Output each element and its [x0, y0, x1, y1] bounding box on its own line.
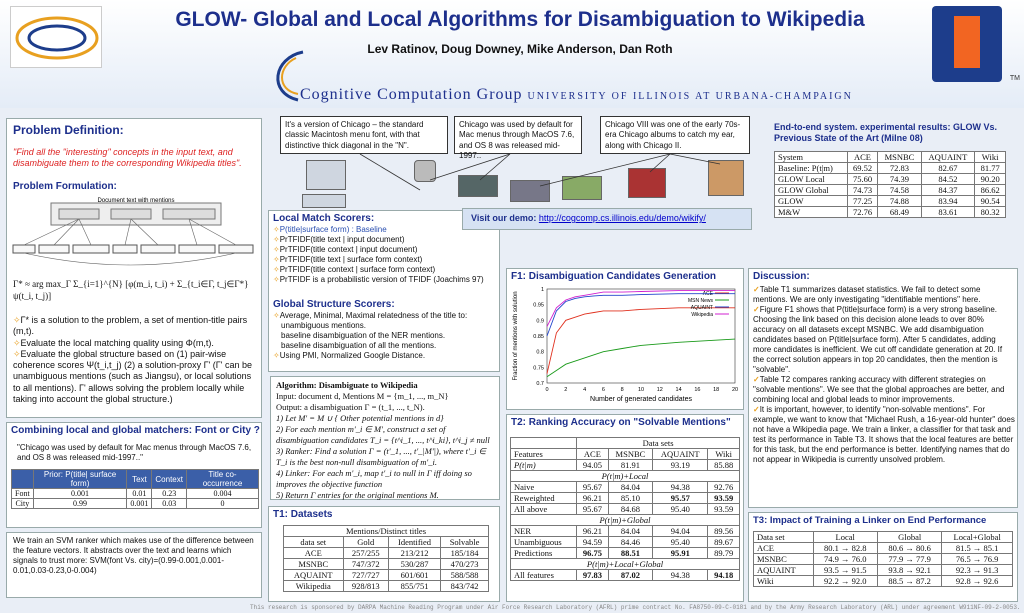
callout-mac: Chicago was used by default for Mac menus through MacOS 7.6, and OS 8 was released mid-1997..	[454, 116, 582, 154]
table-cell: 747/372	[343, 559, 388, 570]
x-tick-label: 20	[731, 387, 739, 393]
table-cell: 94.18	[708, 570, 740, 581]
table-cell: 69.52	[847, 162, 878, 173]
table-row	[511, 570, 740, 581]
table-cell: 0.001	[127, 499, 152, 509]
table-cell: Wikipedia	[284, 581, 344, 592]
table-cell: AQUAINT	[284, 570, 344, 581]
table-cell: 89.79	[708, 548, 740, 559]
table-header: ACE	[847, 151, 878, 162]
algorithm-line: Input: document d, Mentions M = {m_1, ..., m_N}	[276, 391, 449, 402]
formulation-heading: Problem Formulation:	[13, 181, 117, 192]
table-cell: 84.04	[608, 482, 652, 493]
table-cell: 94.05	[577, 460, 609, 471]
t1-panel	[268, 506, 500, 602]
table-header: Text	[127, 470, 152, 489]
table-header: Prior: P(title| surface form)	[33, 470, 127, 489]
callout-font: It's a version of Chicago – the standard classic Macintosh menu font, with that distinctive thick diagonal in the "N".	[280, 116, 448, 154]
table-row	[511, 548, 740, 559]
f1-heading: F1: Disambiguation Candidates Generation	[511, 271, 717, 282]
table-cell: 68.49	[878, 206, 921, 217]
algorithm-line: 1) Let M' = M ∪ { Other potential mentions in d}	[276, 413, 444, 424]
table-row	[754, 576, 1013, 587]
table-cell: 86.62	[975, 184, 1006, 195]
x-tick-label: 6	[601, 387, 605, 393]
table-cell: 80.1 → 82.8	[813, 543, 877, 554]
list-item: ✓ It is important, however, to identify "non-solvable mentions". For example, we want to know that "Michael Rush, a 16-year-old hunter" does not have a Wikipedia page. We train a linker, a classifier for that task and test its performance in Table T3. It shows that the local features are better for this task, but the end performance is better. Identifying names that do not appear in Wikipedia is currently unsolved problem.	[753, 405, 1015, 465]
t1-heading: T1: Datasets	[273, 509, 333, 520]
table-cell: 95.67	[577, 504, 609, 515]
x-tick-label: 16	[694, 387, 701, 393]
results-section	[774, 122, 1014, 218]
algorithm-line: 5) Return Γ entries for the original mentions M.	[276, 490, 439, 501]
problem-heading: Problem Definition:	[13, 123, 124, 137]
legend-entry: Wikipedia	[691, 312, 713, 318]
table-cell: 588/588	[441, 570, 489, 581]
t1-body	[284, 548, 489, 592]
visit-label: Visit our demo:	[471, 213, 537, 223]
table-cell: MSNBC	[754, 554, 814, 565]
list-item: unambiguous mentions.	[281, 321, 366, 330]
table-row	[775, 184, 1006, 195]
table-cell: Wiki	[754, 576, 814, 587]
table-caption: Data sets	[577, 438, 740, 449]
table-cell: 470/273	[441, 559, 489, 570]
table-cell: MSNBC	[284, 559, 344, 570]
t3-heading: T3: Impact of Training a Linker on End Performance	[753, 515, 987, 526]
x-tick-label: 2	[564, 387, 568, 393]
table-cell: 93.19	[653, 460, 708, 471]
list-item: ✧ PrTFIDF(title text | input document)	[273, 235, 499, 245]
x-tick-label: 8	[620, 387, 624, 393]
table-header: System	[775, 151, 848, 162]
table-header: MSNBC	[878, 151, 921, 162]
demo-link[interactable]: http://cogcomp.cs.illinois.edu/demo/wikify/	[538, 213, 706, 223]
x-tick-label: 4	[583, 387, 587, 393]
table-cell: 85.10	[608, 493, 652, 504]
x-tick-label: 18	[713, 387, 720, 393]
table-cell: AQUAINT	[754, 565, 814, 576]
table-row	[754, 543, 1013, 554]
table-header: Global	[877, 532, 941, 543]
table-cell: 80.6 → 80.6	[877, 543, 941, 554]
table-cell: 84.46	[608, 537, 652, 548]
table-cell: 84.68	[608, 504, 652, 515]
ccg-logo	[10, 6, 102, 68]
list-item: ✧ Average, Minimal, Maximal relatedness of the title to:	[273, 311, 499, 321]
x-tick-label: 14	[675, 387, 682, 393]
table-cell: 89.67	[708, 537, 740, 548]
table-header: Solvable	[441, 537, 489, 548]
table-cell: GLOW Local	[775, 173, 848, 184]
table-cell: 83.94	[921, 195, 975, 206]
table-cell: NER	[511, 526, 577, 537]
link-arrows	[340, 150, 740, 210]
table-cell: Naive	[511, 482, 577, 493]
y-axis-label: Fraction of mentions with solution	[513, 291, 519, 381]
list-item: ✧ Using PMI, Normalized Google Distance.	[273, 351, 499, 361]
list-item: ✧ PrTFIDF(title text | surface form context)	[273, 255, 499, 265]
list-item: ✧ P(title|surface form) : Baseline	[273, 225, 499, 235]
table-cell: 74.39	[878, 173, 921, 184]
problem-panel	[6, 118, 262, 418]
table-cell: 90.54	[975, 195, 1006, 206]
results-table	[774, 151, 1006, 218]
funding-footer: This research is sponsored by DARPA Machine Reading Program under Air Force Research Laboratory (AFRL) prime contract No. FA8750-09-C-0181 and by the Army Research Laboratory (ARL) under agreement W911NF-09-2-0053.	[250, 604, 1021, 611]
table-header	[12, 470, 34, 489]
legend-entry: MSN News	[687, 298, 713, 304]
discussion-panel	[748, 268, 1018, 508]
list-item: ✓ Table T2 compares ranking accuracy with different strategies on "solvable mentions". We see that the global approaches are better, and combining local and global leads to minor improvements.	[753, 375, 1015, 405]
y-tick-label: 1	[540, 287, 544, 293]
table-cell: 0.01	[127, 489, 152, 499]
table-cell: Predictions	[511, 548, 577, 559]
table-cell: 81.91	[608, 460, 652, 471]
algorithm-line: Output: a disambiguation Γ = (t_1, ..., t_N).	[276, 402, 425, 413]
table-cell: 0	[186, 499, 258, 509]
table-cell: 0.03	[152, 499, 187, 509]
table-cell: 90.20	[975, 173, 1006, 184]
list-item: ✓ Figure F1 shows that P(title|surface form) is a very strong baseline. Choosing the link based on this decision alone leads to over 80% accuracy on all datasets except MSNBC. We add disambiguation candidates based on P(title|surface form). After 5 candidates, adding more candidates is inefficient. We cut off candidate generation at 20. If the correct solution appears in top 20 candidates, then the mention is "solvable".	[753, 305, 1015, 375]
callout-album: Chicago VIII was one of the early 70s-era Chicago albums to catch my ear, along with Chicago II.	[600, 116, 750, 154]
table-row	[775, 173, 1006, 184]
bullet-item: ✧ Evaluate the local matching quality using Φ(m,t).	[13, 338, 259, 349]
table-row	[511, 460, 740, 471]
table-cell: 843/742	[441, 581, 489, 592]
group-name	[300, 86, 853, 104]
table-header: AQUAINT	[653, 449, 708, 460]
table-cell: 94.04	[653, 526, 708, 537]
table-cell: 257/255	[343, 548, 388, 559]
table-cell: 93.59	[708, 493, 740, 504]
algorithm-box	[270, 376, 500, 500]
y-tick-label: 0.85	[533, 334, 544, 340]
table-cell: 95.40	[653, 504, 708, 515]
table-cell: GLOW Global	[775, 184, 848, 195]
table-cell: City	[12, 499, 34, 509]
y-tick-label: 0.8	[536, 349, 544, 356]
table-cell: 93.5 → 91.5	[813, 565, 877, 576]
table-header: Gold	[343, 537, 388, 548]
table-cell: 74.58	[878, 184, 921, 195]
table-cell: 601/601	[388, 570, 440, 581]
table-cell: 88.51	[608, 548, 652, 559]
table-group-label: P(t|m)+Local+Global	[511, 559, 740, 570]
t2-heading: T2: Ranking Accuracy on "Solvable Mentions"	[511, 417, 731, 428]
table-cell: 92.2 → 92.0	[813, 576, 877, 587]
table-cell: P(t|m)	[511, 460, 577, 471]
table-header: Wiki	[708, 449, 740, 460]
table-row	[754, 565, 1013, 576]
table-cell: 0.99	[33, 499, 127, 509]
university-label: UNIVERSITY OF ILLINOIS AT URBANA-CHAMPAIGN	[527, 91, 853, 102]
list-item: ✧ PrTFIDF(title context | input document)	[273, 245, 499, 255]
table-cell: Font	[12, 489, 34, 499]
table-cell: 85.88	[708, 460, 740, 471]
table-cell: 95.67	[577, 482, 609, 493]
y-tick-label: 0.9	[536, 318, 544, 325]
table-group-label: P(t|m)+Local	[511, 471, 740, 482]
table-cell: 75.60	[847, 173, 878, 184]
table-header: Features	[511, 449, 577, 460]
table-row	[511, 493, 740, 504]
list-item: baseline disambiguation of the NER mentions.	[281, 331, 446, 340]
table-cell: 93.59	[708, 504, 740, 515]
algorithm-line: 4) Linker: For each m'_i, map t'_i to null in Γ iff doing so improves the objective function	[276, 468, 472, 490]
table-cell: 0.23	[152, 489, 187, 499]
table-cell: 92.8 → 92.6	[942, 576, 1013, 587]
list-item: ✓ Table T1 summarizes dataset statistics. We fail to detect some mentions. We are only investigating "identifiable mentions" here.	[753, 285, 1015, 305]
t2-body	[511, 460, 740, 581]
table-cell: 74.73	[847, 184, 878, 195]
y-tick-label: 0.7	[536, 381, 544, 387]
f1-chart	[509, 283, 743, 409]
problem-bullets	[13, 315, 259, 405]
ccg-swirl-icon	[11, 7, 103, 69]
problem-text: "Find all the "interesting" concepts in the input text, and disambiguate them to the corresponding Wikipedia titles".	[13, 147, 242, 169]
table-cell: 74.88	[878, 195, 921, 206]
algorithm-line: 2) For each mention m'_i ∈ M', construct a set of disambiguation candidates T_i = {t^i_1, ..., t^i_ki}, t^i_j ≠ null	[276, 424, 490, 446]
table-row	[754, 554, 1013, 565]
table-group-row	[511, 559, 740, 570]
table-cell: 97.83	[577, 570, 609, 581]
table-row	[775, 162, 1006, 173]
table-header: Local+Global	[942, 532, 1013, 543]
table-cell: 74.9 → 76.0	[813, 554, 877, 565]
combining-quote: "Chicago was used by default for Mac menus through MacOS 7.6, and OS 8 was released mid-1997.."	[17, 443, 252, 462]
legend-entry: ACE	[702, 291, 713, 297]
table-cell: 213/212	[388, 548, 440, 559]
discussion-list	[753, 285, 1015, 465]
table-cell: 72.76	[847, 206, 878, 217]
t2-panel	[506, 414, 744, 602]
table-cell: 96.75	[577, 548, 609, 559]
x-tick-label: 0	[545, 387, 549, 393]
table-cell: 96.21	[577, 493, 609, 504]
combining-heading: Combining local and global matchers: Font or City ?	[11, 425, 260, 436]
objective-formula: Γ* ≈ arg max_Γ Σ_{i=1}^{N} [φ(m_i, t_i) + Σ_{t_i∈Γ, t_j∈Γ*} ψ(t_i, t_j)]	[13, 279, 249, 301]
table-caption: Mentions/Distinct titles	[284, 526, 489, 537]
table-cell: M&W	[775, 206, 848, 217]
table-row	[12, 499, 259, 509]
problem-diagram	[11, 197, 259, 277]
discussion-heading: Discussion:	[753, 271, 810, 282]
results-heading: End-to-end system. experimental results: GLOW Vs. Previous State of the Art (Milne 08)	[774, 122, 998, 144]
visit-banner	[462, 208, 752, 230]
group-label: Cognitive Computation Group	[300, 86, 523, 103]
combining-table	[11, 469, 259, 509]
x-tick-label: 12	[656, 387, 663, 393]
table-row	[775, 195, 1006, 206]
table-cell: 94.59	[577, 537, 609, 548]
table-header: MSNBC	[608, 449, 652, 460]
algorithm-line: 3) Ranker: Find a solution Γ = (t'_1, ..., t'_|M'|), where t'_i ∈ T_i is the best non-null disambiguation of m'_i.	[276, 446, 486, 468]
illinois-logo	[932, 6, 1020, 82]
global-list	[273, 311, 499, 361]
table-cell: 185/184	[441, 548, 489, 559]
table-cell: 82.67	[921, 162, 975, 173]
diagram-title: Document text with mentions	[97, 198, 175, 204]
table-cell: ACE	[284, 548, 344, 559]
table-cell: 89.56	[708, 526, 740, 537]
table-header: Context	[152, 470, 187, 489]
bullet-item: ✧ Evaluate the global structure based on (1) pair-wise coherence scores Ψ(t_i,t_j) (2) a solution-proxy Γ' (Γ' can be unambiguous mentions (such as Jiangsu), or local solutions to all mentions). Γ' allows solving the problem locally while taking into account the global structure.)	[13, 349, 259, 405]
bullet-item: ✧ Γ* is a solution to the problem, a set of mention-title pairs (m,t).	[13, 315, 259, 338]
table-row	[511, 482, 740, 493]
table-cell: 88.5 → 87.2	[877, 576, 941, 587]
table-cell: 76.5 → 76.9	[942, 554, 1013, 565]
table-row	[284, 570, 489, 581]
table-header: Local	[813, 532, 877, 543]
table-cell: 81.77	[975, 162, 1006, 173]
table-header: AQUAINT	[921, 151, 975, 162]
table-row	[284, 548, 489, 559]
local-list	[273, 225, 499, 285]
table-cell: Reweighted	[511, 493, 577, 504]
table-header: Data set	[754, 532, 814, 543]
table-cell: 94.38	[653, 482, 708, 493]
table-cell: 530/287	[388, 559, 440, 570]
t3-panel	[748, 512, 1018, 602]
table-cell: 95.40	[653, 537, 708, 548]
table-cell: 93.8 → 92.1	[877, 565, 941, 576]
table-cell: 0.001	[33, 489, 127, 499]
table-cell: 81.5 → 85.1	[942, 543, 1013, 554]
algorithm-title: Algorithm: Disambiguate to Wikipedia	[276, 380, 418, 390]
y-tick-label: 0.75	[533, 365, 544, 372]
logo-tm: TM	[1009, 75, 1020, 82]
table-header: data set	[284, 537, 344, 548]
table-cell: GLOW	[775, 195, 848, 206]
table-row	[511, 526, 740, 537]
table-cell: 95.57	[653, 493, 708, 504]
scorers-panel	[268, 210, 500, 372]
table-cell: 92.3 → 91.3	[942, 565, 1013, 576]
table-row	[775, 206, 1006, 217]
table-cell: 95.91	[653, 548, 708, 559]
authors: Lev Ratinov, Doug Downey, Mike Anderson, Dan Roth	[367, 42, 673, 56]
table-cell: All above	[511, 504, 577, 515]
combining-panel	[6, 422, 262, 528]
table-cell: 727/727	[343, 570, 388, 581]
table-cell: 96.21	[577, 526, 609, 537]
t3-table	[753, 531, 1013, 587]
t1-table	[283, 525, 489, 592]
x-tick-label: 10	[637, 387, 645, 393]
x-axis-label: Number of generated candidates	[590, 396, 692, 403]
table-cell: 928/813	[343, 581, 388, 592]
table-header: Identified	[388, 537, 440, 548]
illinois-i-icon	[954, 16, 980, 68]
table-header: ACE	[577, 449, 609, 460]
f1-panel	[506, 268, 744, 410]
table-row	[12, 489, 259, 499]
svm-panel: We train an SVM ranker which makes use of the difference between the feature vectors. It abstracts over the text and learns which signals to trust more: SVM(font Vs. city)=(0.99-0.001,0.001-0.01,0.03-0.23,0-0.004)	[6, 532, 262, 598]
table-cell: Unambiguous	[511, 537, 577, 548]
table-header: Title co-occurrence	[186, 470, 258, 489]
t2-table	[510, 437, 740, 581]
table-cell: 84.04	[608, 526, 652, 537]
table-row	[284, 559, 489, 570]
local-heading: Local Match Scorers:	[273, 213, 375, 224]
table-group-label: P(t|m)+Global	[511, 515, 740, 526]
list-item: ✧ PrTFIDF is a probabilistic version of TFIDF (Joachims 97)	[273, 275, 499, 285]
legend-entry: AQUAINT	[690, 305, 713, 311]
table-cell: 92.76	[708, 482, 740, 493]
results-body	[775, 162, 1006, 217]
table-row	[284, 581, 489, 592]
list-item: baseline disambiguation of all the mentions.	[281, 341, 437, 350]
global-heading: Global Structure Scorers:	[273, 299, 395, 310]
page-title: GLOW- Global and Local Algorithms for Disambiguation to Wikipedia	[175, 8, 865, 31]
table-cell: All features	[511, 570, 577, 581]
table-cell: 72.83	[878, 162, 921, 173]
table-row	[511, 537, 740, 548]
list-item: ✧ PrTFIDF(title context | surface form context)	[273, 265, 499, 275]
table-cell: 855/751	[388, 581, 440, 592]
table-cell: 80.32	[975, 206, 1006, 217]
table-group-row	[511, 471, 740, 482]
table-cell: 94.38	[653, 570, 708, 581]
table-header: Wiki	[975, 151, 1006, 162]
y-tick-label: 0.95	[533, 302, 544, 309]
table-row	[511, 504, 740, 515]
table-cell: ACE	[754, 543, 814, 554]
table-cell: 77.9 → 77.9	[877, 554, 941, 565]
table-cell: 84.37	[921, 184, 975, 195]
table-cell: 83.61	[921, 206, 975, 217]
t3-body	[754, 543, 1013, 587]
table-cell: Baseline: P(t|m)	[775, 162, 848, 173]
table-group-row	[511, 515, 740, 526]
table-cell: 77.25	[847, 195, 878, 206]
table-cell: 87.02	[608, 570, 652, 581]
table-cell: 84.52	[921, 173, 975, 184]
table-cell: 0.004	[186, 489, 258, 499]
